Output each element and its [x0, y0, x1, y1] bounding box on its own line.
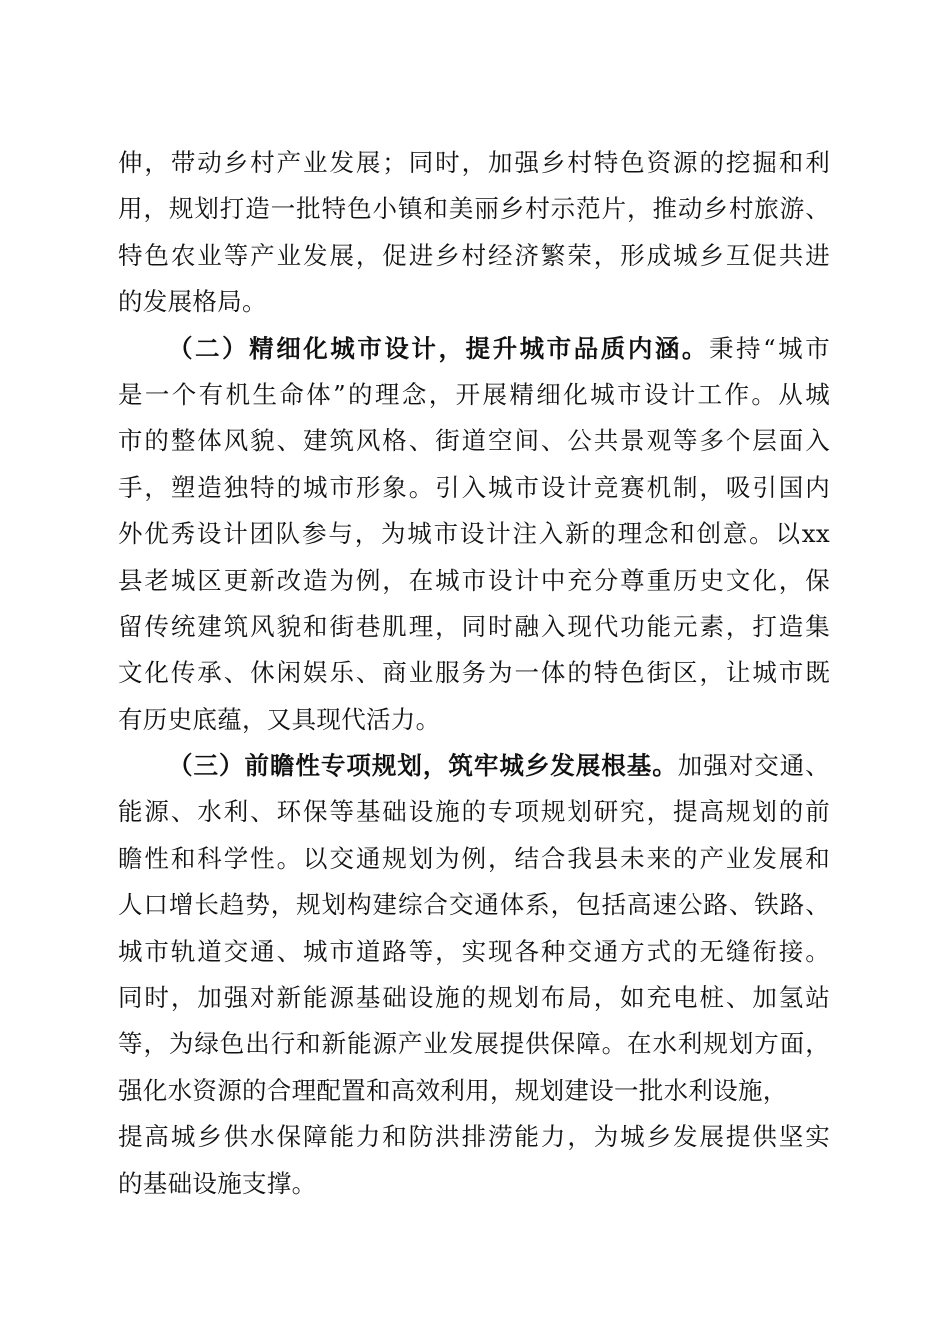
paragraph-3-line — [118, 743, 830, 789]
paragraph-3-line — [118, 789, 830, 835]
line-text: 文化传承、休闲娱乐、商业服务为一体的特色街区，让城市既 — [118, 658, 830, 688]
line-text: 瞻性和科学性。以交通规划为例，结合我县未来的产业发展和 — [118, 843, 830, 873]
line-text: 能源、水利、环保等基础设施的专项规划研究，提高规划的前 — [118, 797, 830, 827]
paragraph-2-line — [118, 465, 830, 511]
line-text: 伸，带动乡村产业发展；同时，加强乡村特色资源的挖掘和利 — [118, 148, 830, 177]
paragraph-3-line — [118, 929, 830, 975]
line-text: 市的整体风貌、建筑风格、街道空间、公共景观等多个层面入 — [118, 426, 830, 456]
line-text: 是一个有机生命体”的理念，开展精细化城市设计工作。从城 — [118, 379, 830, 409]
paragraph-1-line — [118, 279, 830, 325]
paragraph-3-line — [118, 1021, 830, 1067]
line-text: 外优秀设计团队参与，为城市设计注入新的理念和创意。以xx — [118, 519, 830, 549]
line-text: 提高城乡供水保障能力和防洪排涝能力，为城乡发展提供坚实 — [118, 1122, 830, 1152]
paragraph-2-line — [118, 650, 830, 696]
line-text: 加强对交通、 — [677, 751, 830, 781]
line-text: 强化水资源的合理配置和高效利用，规划建设一批水利设施， — [118, 1075, 788, 1105]
line-text: 特色农业等产业发展，促进乡村经济繁荣，形成城乡互促共进 — [118, 240, 830, 270]
section-heading: （二）精细化城市设计，提升城市品质内涵。 — [168, 333, 709, 363]
line-text: 有历史底蕴，又具现代活力。 — [118, 704, 441, 734]
line-text: 用，规划打造一批特色小镇和美丽乡村示范片，推动乡村旅游、 — [118, 194, 830, 224]
paragraph-2-line — [118, 604, 830, 650]
paragraph-3-line — [118, 1114, 830, 1160]
line-text: 的发展格局。 — [118, 287, 267, 317]
line-text: 人口增长趋势，规划构建综合交通体系，包括高速公路、铁路、 — [118, 890, 830, 920]
line-text: 等，为绿色出行和新能源产业发展提供保障。在水利规划方面， — [118, 1029, 830, 1059]
document-body — [118, 140, 830, 1207]
paragraph-2-line — [118, 418, 830, 464]
paragraph-3-line — [118, 975, 830, 1021]
line-text: 同时，加强对新能源基础设施的规划布局，如充电桩、加氢站 — [118, 983, 830, 1013]
paragraph-1-line — [118, 186, 830, 232]
paragraph-2-line — [118, 372, 830, 418]
line-text: 的基础设施支撑。 — [118, 1168, 317, 1198]
line-text: 城市轨道交通、城市道路等，实现各种交通方式的无缝衔接。 — [118, 936, 830, 966]
paragraph-2-line — [118, 558, 830, 604]
line-text: 县老城区更新改造为例，在城市设计中充分尊重历史文化，保 — [118, 565, 830, 595]
paragraph-3-line — [118, 836, 830, 882]
paragraph-3-line — [118, 1068, 830, 1114]
paragraph-3-line — [118, 882, 830, 928]
paragraph-2-line — [118, 326, 830, 372]
paragraph-2-line — [118, 697, 830, 743]
paragraph-1-line — [118, 233, 830, 279]
paragraph-1-line — [118, 140, 830, 186]
section-heading: （三）前瞻性专项规划，筑牢城乡发展根基。 — [168, 751, 678, 781]
line-text: 手，塑造独特的城市形象。引入城市设计竞赛机制，吸引国内 — [118, 472, 830, 502]
paragraph-2-line — [118, 511, 830, 557]
paragraph-3-line — [118, 1161, 830, 1207]
line-text: 留传统建筑风貌和街巷肌理，同时融入现代功能元素，打造集 — [118, 611, 830, 641]
line-text: 秉持“城市 — [708, 333, 831, 363]
